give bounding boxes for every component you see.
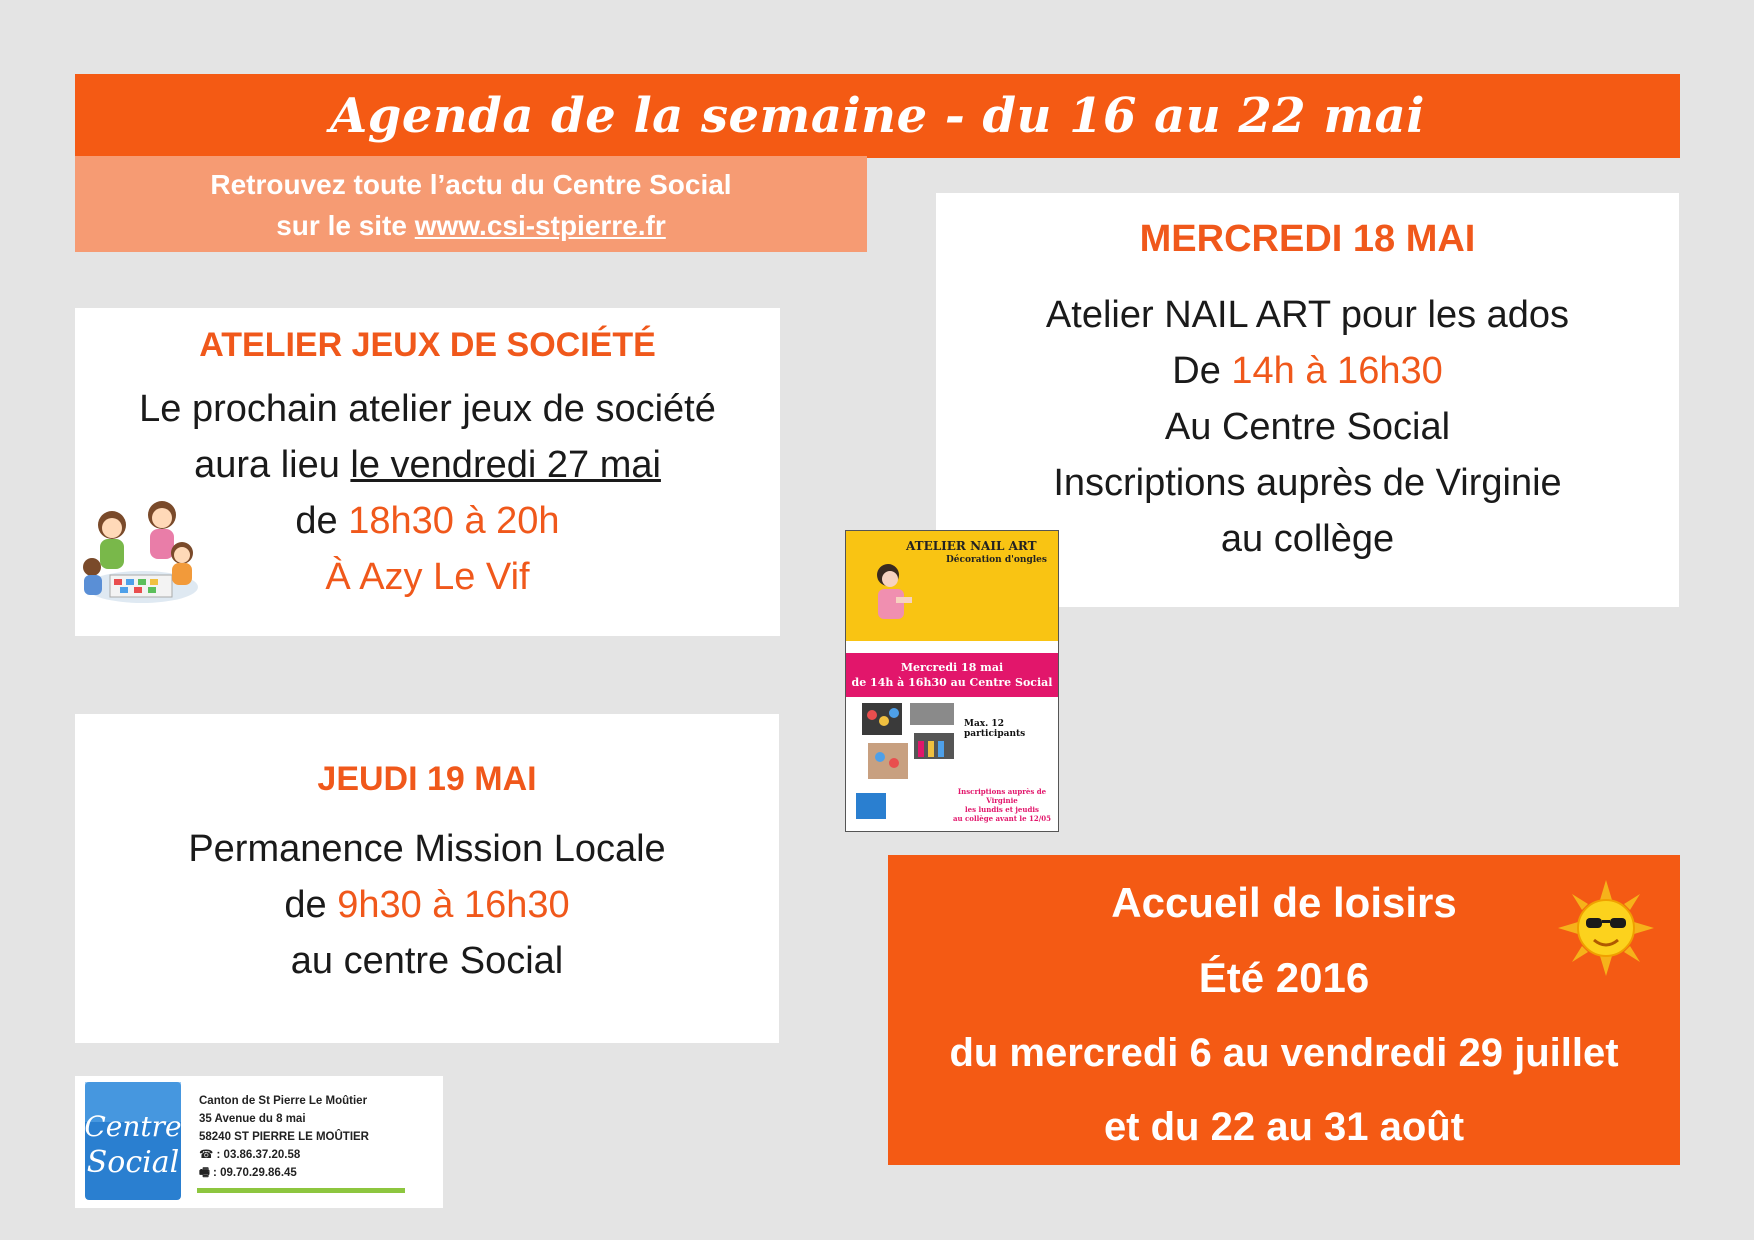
atelier-jeux-date: le vendredi 27 mai: [350, 444, 661, 486]
flyer-bottom-line2: les lundis et jeudis: [965, 805, 1039, 814]
mercredi-line5: au collège: [1220, 518, 1395, 560]
flyer-header: [846, 531, 1058, 641]
flyer-title: ATELIER NAIL ART: [906, 539, 1037, 553]
contact-line3: 58240 ST PIERRE LE MOÛTIER: [199, 1131, 369, 1143]
centre-social-logo: [81, 1080, 185, 1206]
flyer-date-line2: de 14h à 16h30 au Centre Social: [851, 676, 1053, 689]
jeudi-line1: Permanence Mission Locale: [188, 828, 666, 870]
atelier-jeux-location: À Azy Le Vif: [325, 556, 530, 598]
mercredi-line3: Au Centre Social: [1164, 406, 1451, 448]
atelier-jeux-line3-prefix: de: [295, 500, 349, 542]
atelier-jeux-line1: Le prochain atelier jeux de société: [139, 388, 716, 430]
mercredi-line1: Atelier NAIL ART pour les ados: [1045, 294, 1570, 336]
woman-illustration-icon: [866, 561, 914, 621]
contact-fax: 🖷 : 09.70.29.86.45: [199, 1167, 297, 1179]
accueil-season: Été 2016: [1198, 954, 1370, 1001]
jeudi-line3: au centre Social: [290, 940, 564, 982]
flyer-bottom-line3: au collège avant le 12/05: [952, 814, 1052, 823]
contact-line1: Canton de St Pierre Le Moûtier: [199, 1095, 368, 1107]
page-title: Agenda de la semaine - du 16 au 22 mai: [75, 74, 1680, 158]
children-playing-icon: [82, 495, 200, 607]
jeudi-line2-prefix: de: [284, 884, 338, 926]
atelier-jeux-line2-prefix: aura lieu: [194, 444, 351, 486]
mercredi-heading: MERCREDI 18 MAI: [1139, 218, 1476, 260]
mercredi-line2-prefix: De: [1172, 350, 1232, 392]
flyer-registration: [946, 787, 1058, 823]
website-link[interactable]: www.csi-stpierre.fr: [414, 210, 666, 241]
contact-info: [199, 1092, 369, 1182]
flyer-date-line1: Mercredi 18 mai: [900, 661, 1004, 674]
accueil-dates-august: et du 22 au 31 août: [1103, 1105, 1465, 1149]
nail-photos-image: [862, 703, 958, 785]
flyer-date-banner: [846, 653, 1058, 697]
mercredi-time: 14h à 16h30: [1231, 350, 1443, 392]
atelier-jeux-line2: [75, 437, 780, 493]
flyer-photos: [846, 697, 1058, 787]
accueil-dates-july: du mercredi 6 au vendredi 29 juillet: [949, 1031, 1619, 1075]
accueil-title: Accueil de loisirs: [1111, 879, 1457, 926]
logo-text-line2: Social: [86, 1145, 180, 1180]
flyer-max-participants: Max. 12 participants: [964, 719, 1026, 739]
atelier-jeux-time: 18h30 à 20h: [348, 500, 560, 542]
nail-art-flyer: [845, 530, 1059, 832]
website-banner-text: Retrouvez toute l’actu du Centre Social: [210, 169, 732, 200]
website-banner-prefix: sur le site: [276, 210, 415, 241]
centre-social-contact-box: [75, 1076, 443, 1208]
jeudi-line2: [75, 877, 779, 933]
flyer-bottom-line1: Inscriptions auprès de Virginie: [957, 787, 1047, 805]
sun-with-sunglasses-icon: [1558, 880, 1654, 976]
website-banner-link-line: [75, 205, 867, 246]
mercredi-line4: Inscriptions auprès de Virginie: [1053, 462, 1562, 504]
flyer-subtitle: Décoration d'ongles: [946, 555, 1047, 565]
jeudi-heading: JEUDI 19 MAI: [317, 760, 537, 798]
contact-line2: 35 Avenue du 8 mai: [199, 1113, 306, 1125]
jeudi-time: 9h30 à 16h30: [337, 884, 570, 926]
jeudi-card: [75, 714, 779, 1043]
logo-text-line1: Centre: [84, 1110, 182, 1143]
website-banner: [75, 156, 867, 252]
flyer-logo-icon: [856, 793, 886, 819]
atelier-jeux-heading: ATELIER JEUX DE SOCIÉTÉ: [199, 326, 656, 364]
contact-phone: ☎ : 03.86.37.20.58: [199, 1149, 301, 1161]
mercredi-line2: [936, 343, 1679, 399]
green-divider: [197, 1188, 405, 1193]
